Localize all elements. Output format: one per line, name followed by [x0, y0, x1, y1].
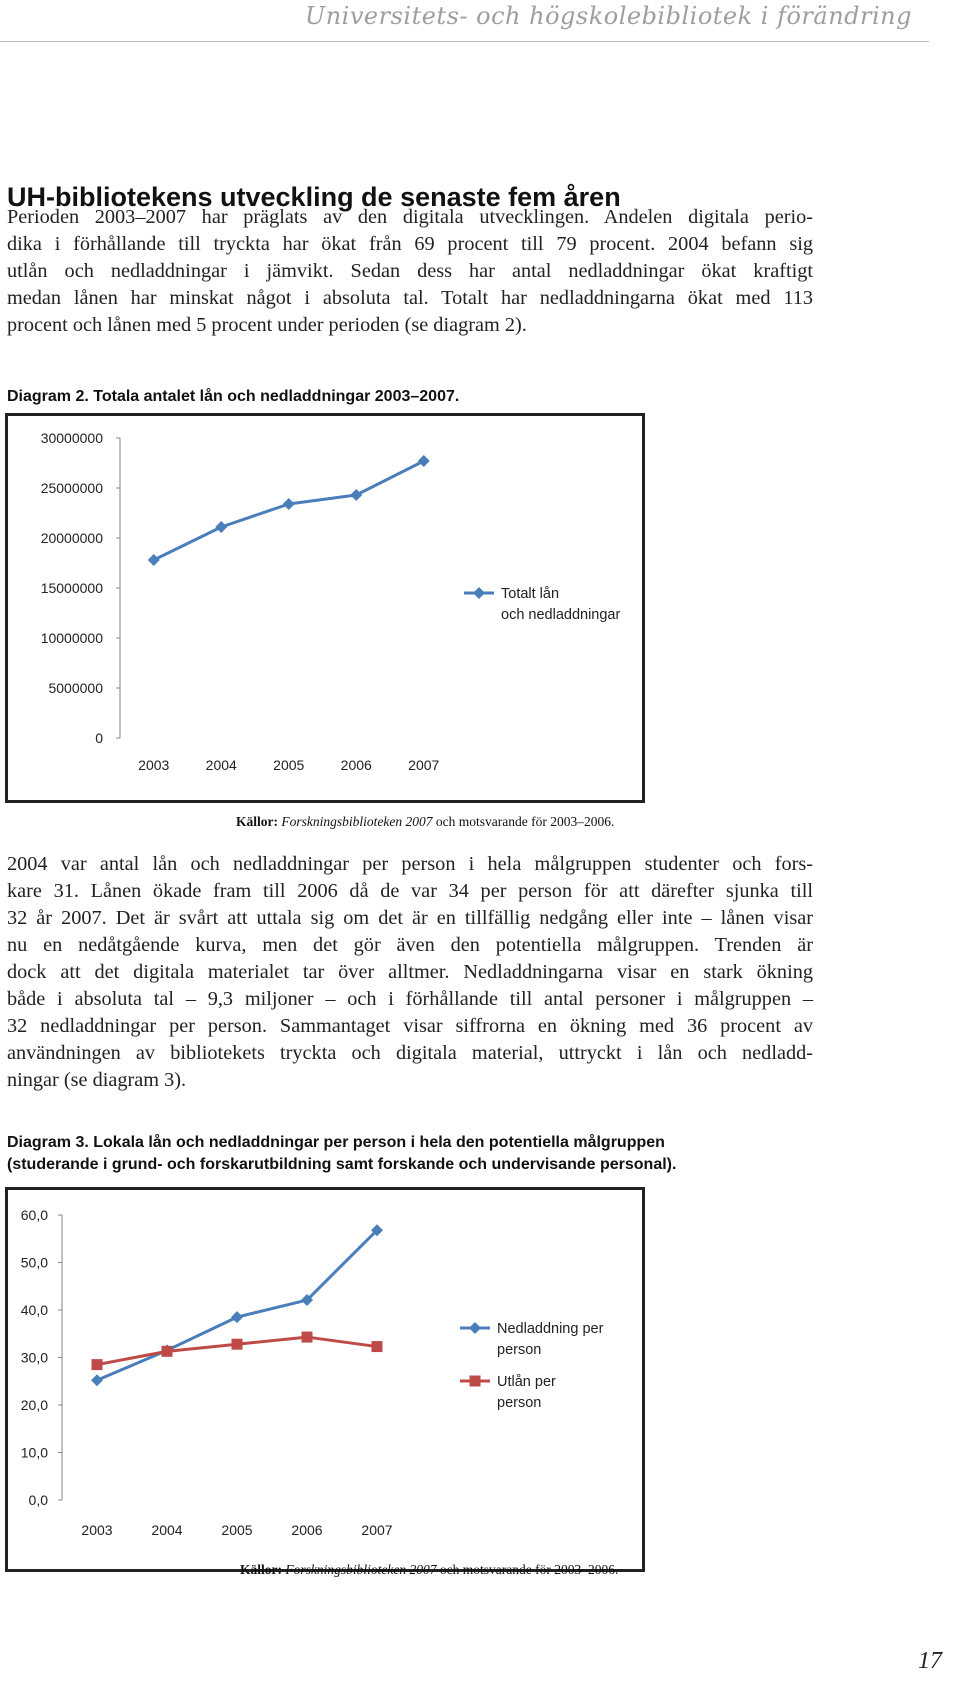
source-rest: och motsvarande för 2003–2006.: [435, 814, 615, 829]
x-tick-label: 2003: [138, 757, 170, 773]
data-point: [148, 554, 160, 566]
paragraph-line: Perioden 2003–2007 har präglats av den digitala utvecklingen. Andelen digitala perio-: [7, 206, 813, 228]
x-tick-label: 2005: [221, 1522, 253, 1538]
y-tick-label: 20,0: [20, 1397, 48, 1413]
paragraph-2: [7, 851, 813, 1094]
y-tick-label: 40,0: [20, 1302, 48, 1318]
paragraph-line: nu en nedåtgående kurva, men det gör även den potentiella målgruppen. Trenden är: [7, 934, 813, 956]
x-tick-label: 2005: [273, 757, 305, 773]
legend-label-line: och nedladdningar: [501, 607, 621, 623]
legend-label-line: person: [497, 1342, 542, 1358]
diagram2-source: [236, 814, 614, 830]
legend-label-line: Utlån per: [497, 1374, 556, 1390]
legend-swatch-marker: [469, 1322, 481, 1334]
diagram3-source: [240, 1562, 618, 1578]
legend-label: [497, 1374, 556, 1411]
section-heading: UH-bibliotekens utveckling de senaste fem åren: [7, 182, 621, 212]
y-tick-label: 50,0: [20, 1254, 48, 1271]
data-point: [92, 1359, 103, 1370]
y-tick-label: 10000000: [40, 630, 103, 646]
legend-label: [497, 1321, 604, 1358]
paragraph-line: dika i förhållande till tryckta har ökat från 69 procent till 79 procent. 2004 befann sig: [7, 233, 813, 255]
paragraph-line: kare 31. Lånen ökade fram till 2006 då de var 34 per person för att därefter sjunka till: [7, 880, 813, 902]
diagram3-caption-line: (studerande i grund- och forskarutbildning samt forskande och undervisande personal).: [7, 1156, 677, 1173]
y-tick-label: 60,0: [20, 1207, 48, 1223]
y-tick-label: 30000000: [40, 430, 103, 446]
data-point: [215, 521, 227, 533]
data-point: [231, 1311, 243, 1323]
diagram3-caption: [7, 1132, 676, 1176]
x-tick-label: 2007: [408, 757, 440, 773]
legend-swatch-marker: [473, 587, 485, 599]
x-tick-label: 2004: [205, 757, 237, 773]
data-point: [350, 489, 362, 501]
legend-swatch-marker: [470, 1376, 481, 1387]
x-tick-label: 2006: [340, 757, 372, 773]
y-tick-label: 25000000: [40, 480, 103, 496]
source-title: Forskningsbiblioteken 2007: [285, 1562, 437, 1577]
series-line: [154, 461, 424, 560]
header-rule: [0, 41, 929, 42]
data-point: [302, 1332, 313, 1343]
y-tick-label: 5000000: [48, 680, 103, 696]
data-point: [232, 1339, 243, 1350]
paragraph-line: dock att det digitala materialet tar över alltmer. Nedladdningarna visar en stark ökning: [7, 961, 813, 983]
legend-label: [501, 586, 620, 623]
data-point: [418, 455, 430, 467]
paragraph-line: användningen av bibliotekets tryckta och digitala material, uttryckt i lån och nedladd-: [7, 1042, 813, 1064]
legend-label-line: Totalt lån: [501, 586, 560, 602]
data-point: [372, 1341, 383, 1352]
paragraph-line: utlån och nedladdningar i jämvikt. Sedan dess har antal nedladdningar ökat kraftigt: [7, 260, 813, 282]
paragraph-line: både i absoluta tal – 9,3 miljoner – och i förhållande till antal personer i målgruppen –: [7, 988, 813, 1010]
diagram3-chart: [8, 1190, 642, 1569]
diagram2-frame: [5, 413, 645, 803]
x-tick-label: 2007: [361, 1522, 393, 1538]
diagram3-frame: [5, 1187, 645, 1572]
paragraph-line: 2004 var antal lån och nedladdningar per person i hela målgruppen studenter och fors-: [7, 853, 813, 875]
page-number: 17: [918, 1648, 942, 1674]
source-title: Forskningsbiblioteken 2007: [281, 814, 433, 829]
x-tick-label: 2004: [151, 1522, 183, 1538]
y-tick-label: 0,0: [28, 1492, 48, 1508]
diagram2-chart: [8, 416, 642, 800]
y-tick-label: 15000000: [40, 580, 103, 596]
legend-label-line: Nedladdning per: [497, 1321, 604, 1337]
running-header: Universitets- och högskolebibliotek i förändring: [305, 2, 912, 30]
y-tick-label: 30,0: [20, 1349, 48, 1366]
diagram3-caption-line: Diagram 3. Lokala lån och nedladdningar per person i hela den potentiella målgruppen: [7, 1134, 665, 1151]
data-point: [162, 1346, 173, 1357]
legend-label-line: person: [497, 1395, 542, 1411]
x-tick-label: 2003: [81, 1522, 113, 1538]
source-label: Källor:: [240, 1562, 282, 1577]
y-tick-label: 0: [95, 730, 103, 746]
paragraph-line: 32 nedladdningar per person. Sammantaget visar siffrorna en ökning med 36 procent av: [7, 1015, 813, 1037]
diagram2-caption: Diagram 2. Totala antalet lån och nedladdningar 2003–2007.: [7, 388, 460, 405]
data-point: [91, 1374, 103, 1386]
source-label: Källor:: [236, 814, 278, 829]
paragraph-line: ningar (se diagram 3).: [7, 1069, 187, 1091]
x-tick-label: 2006: [291, 1522, 323, 1538]
source-rest: och motsvarande för 2003–2006.: [439, 1562, 619, 1577]
y-tick-label: 10,0: [20, 1444, 48, 1461]
paragraph-line: 32 år 2007. Det är svårt att uttala sig om det är en tillfällig nedgång eller inte – lånen visar: [7, 907, 813, 929]
data-point: [283, 498, 295, 510]
paragraph-line: medan lånen har minskat något i absoluta tal. Totalt har nedladdningarna ökat med 113: [7, 287, 813, 309]
paragraph-1: [7, 204, 813, 339]
y-tick-label: 20000000: [40, 530, 103, 546]
paragraph-line: procent och lånen med 5 procent under perioden (se diagram 2).: [7, 314, 527, 336]
